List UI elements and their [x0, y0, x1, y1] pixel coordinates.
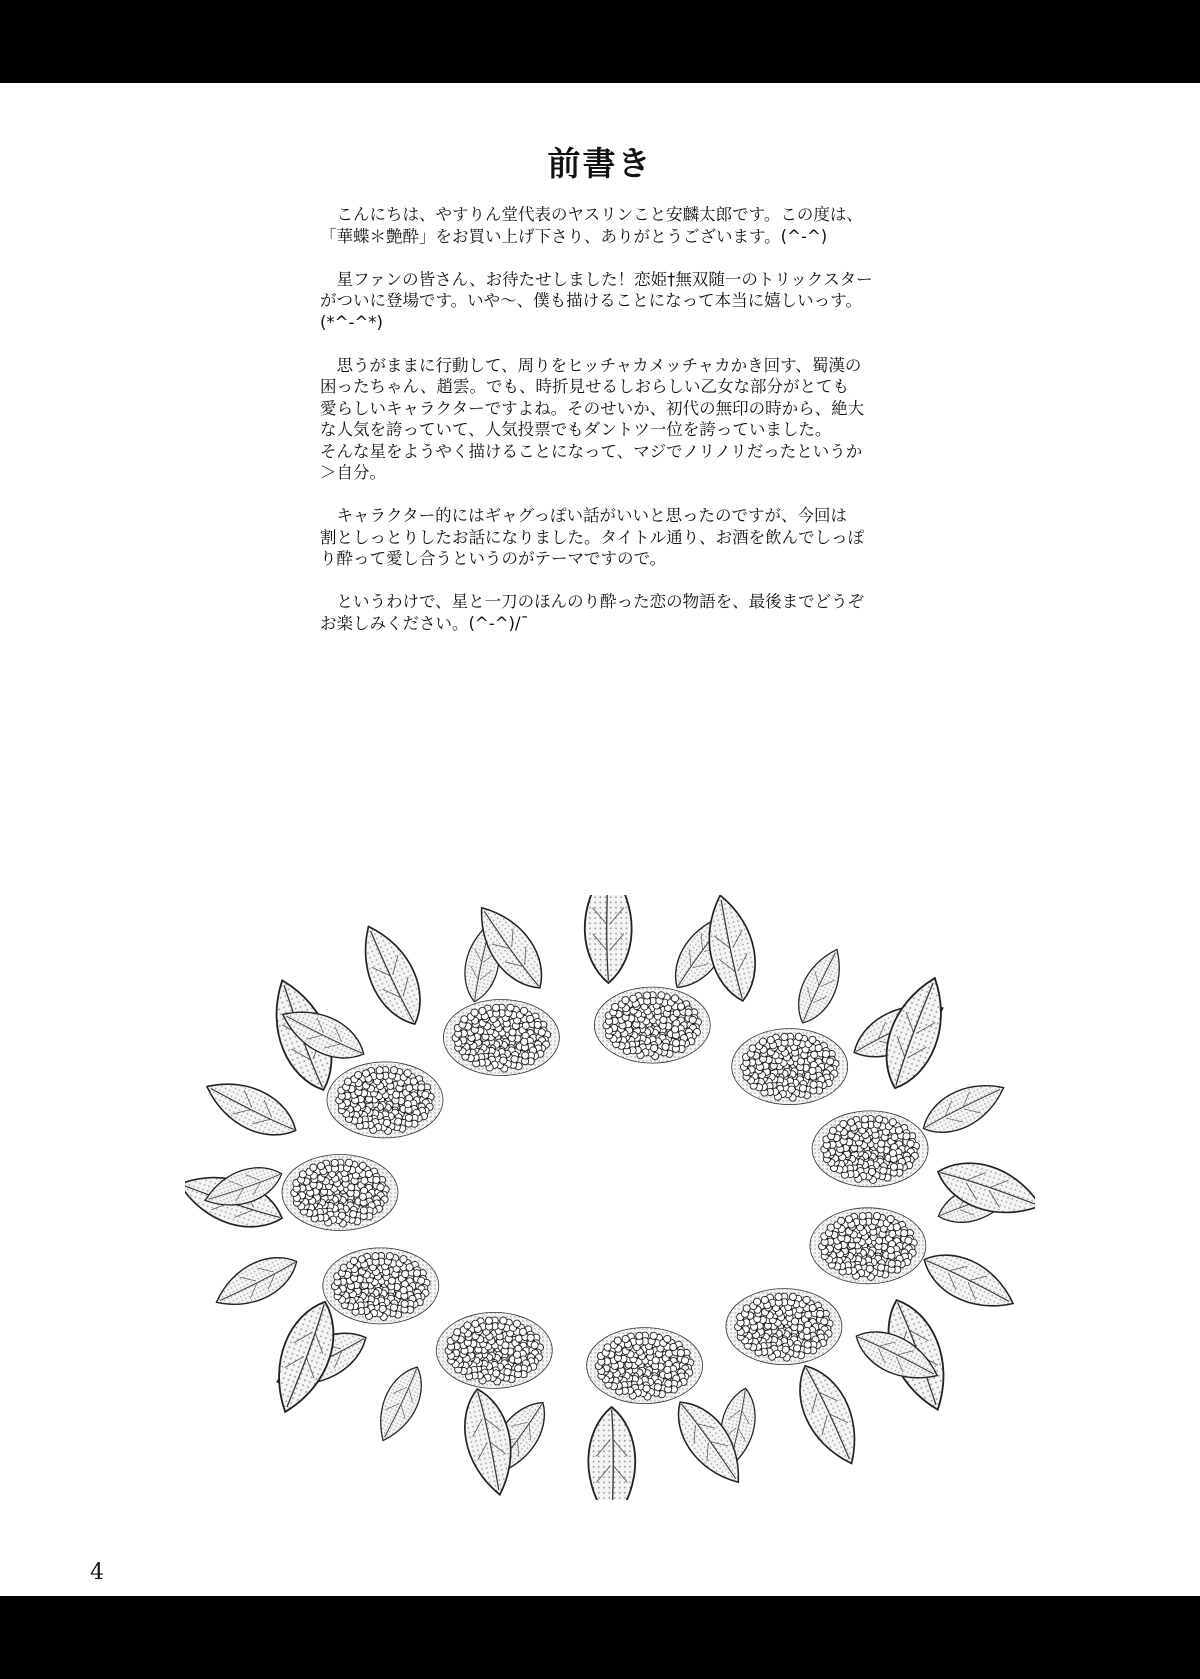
text-line: 困ったちゃん、趙雲。でも、時折見せるしおらしい乙女な部分がとても — [320, 377, 849, 396]
text-line: キャラクター的にはギャグっぽい話がいいと思ったのですが、今回は — [320, 506, 848, 525]
text-line: がついに登場です。いや～、僕も描けることになって本当に嬉しいっす。 — [320, 291, 862, 310]
hydrangea-cluster — [282, 1155, 398, 1231]
hydrangea-cluster — [812, 1111, 928, 1187]
text-line: お楽しみください。(^-^)/¯ — [320, 613, 529, 633]
hydrangea-cluster — [323, 1248, 439, 1324]
hydrangea-cluster — [327, 1062, 443, 1138]
leaf — [208, 1245, 305, 1318]
leaf — [349, 917, 434, 1033]
hydrangea-cluster — [810, 1208, 926, 1284]
hydrangea-cluster — [732, 1029, 848, 1105]
leaf — [585, 895, 632, 983]
text-line: (*^-^*) — [320, 312, 383, 332]
text-line: こんにちは、やすりん堂代表のヤスリンこと安麟太郎です。この度は、 — [320, 205, 863, 224]
leaf — [588, 1407, 635, 1500]
text-line: り酔って愛し合うというのがテーマですので。 — [320, 549, 667, 568]
text-line: というわけで、星と一刀のほんのり酔った恋の物語を、最後までどうぞ — [320, 592, 865, 611]
leaf — [915, 1072, 1012, 1145]
leaf — [786, 1357, 871, 1473]
leaf — [916, 1242, 1022, 1321]
leaf — [788, 943, 852, 1030]
bottom-black-bar — [0, 1596, 1200, 1679]
preface-body — [320, 204, 930, 656]
paragraph — [320, 505, 930, 570]
leaf — [368, 1360, 432, 1447]
paragraph — [320, 269, 930, 334]
hydrangea-cluster — [443, 1000, 559, 1076]
hydrangea-cluster — [436, 1312, 552, 1388]
text-line: 愛らしいキャラクターですよね。そのせいか、初代の無印の時から、絶大 — [320, 398, 865, 418]
text-line: 割としっとりしたお話になりました。タイトル通り、お酒を飲んでしっぽ — [320, 527, 865, 547]
paragraph — [320, 355, 930, 484]
hydrangea-cluster — [594, 987, 710, 1063]
text-line: そんな星をようやく描けることになって、マジでノリノリだったというか — [320, 441, 863, 461]
leaf — [198, 1069, 304, 1148]
hydrangea-cluster — [587, 1328, 703, 1404]
paragraph — [320, 204, 930, 247]
text-line: な人気を誇っていて、人気投票でもダントツ一位を誇っていました。 — [320, 420, 832, 439]
page-title: 前書き — [547, 144, 653, 184]
text-line: 「華蝶＊艶酔」をお買い上げ下さり、ありがとうございます。(^-^) — [320, 226, 828, 246]
hydrangea-cluster — [726, 1289, 842, 1365]
page-number: 4 — [90, 1560, 104, 1585]
text-line: 星ファンの皆さん、お待たせしました！恋姫†無双随一のトリックスター — [320, 269, 873, 289]
top-black-bar — [0, 0, 1200, 83]
text-line: ＞自分。 — [320, 463, 386, 482]
hydrangea-wreath-illustration — [185, 895, 1035, 1500]
text-line: 思うがままに行動して、周りをヒッチャカメッチャカかき回す、蜀漢の — [320, 355, 862, 375]
paragraph — [320, 591, 930, 634]
flower-clusters — [282, 987, 928, 1404]
